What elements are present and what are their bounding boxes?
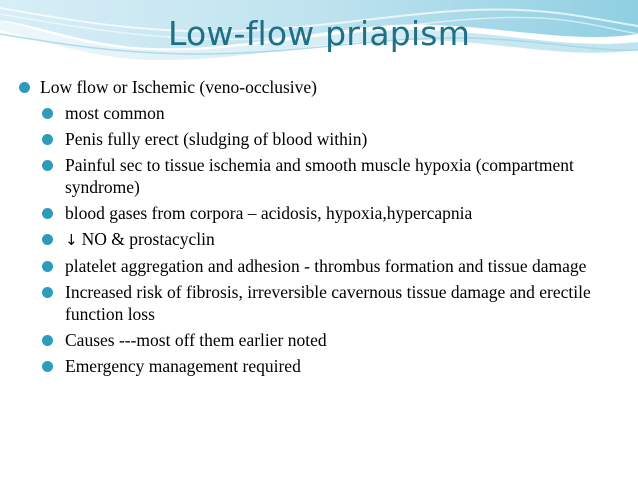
sub-bullet-text: Painful sec to tissue ischemia and smooth muscle hypoxia (compartment syndrome) (65, 155, 574, 197)
bullet-dot-icon (42, 281, 53, 303)
sub-bullet-text: Causes ---most off them earlier noted (65, 330, 327, 350)
sub-bullet-penis-erect (18, 128, 618, 150)
sub-bullet-text: Penis fully erect (sludging of blood within) (65, 129, 368, 149)
sub-bullet-platelet (18, 255, 618, 277)
sub-bullet-most-common (18, 102, 618, 124)
bullet-dot-icon (42, 329, 53, 351)
sub-bullet-causes (18, 329, 618, 351)
bullet-list (18, 76, 618, 381)
bullet-dot-icon (19, 76, 30, 98)
bullet-dot-icon (42, 355, 53, 377)
sub-bullet-fibrosis (18, 281, 618, 325)
sub-bullet-text: Increased risk of fibrosis, irreversible cavernous tissue damage and erectile function loss (65, 282, 591, 324)
bullet-dot-icon (42, 255, 53, 277)
sub-bullet-text: blood gases from corpora – acidosis, hypoxia,hypercapnia (65, 203, 473, 223)
bullet-main-text: Low flow or Ischemic (veno-occlusive) (40, 77, 317, 97)
bullet-dot-icon (42, 128, 53, 150)
sub-bullet-text: most common (65, 103, 165, 123)
sub-bullet-text: NO & prostacyclin (81, 229, 215, 249)
sub-bullet-no-prostacyclin (18, 228, 618, 251)
bullet-dot-icon (42, 202, 53, 224)
sub-bullet-text: Emergency management required (65, 356, 301, 376)
sub-bullet-emergency (18, 355, 618, 377)
slide-title: Low-flow priapism (167, 14, 471, 53)
bullet-main (18, 76, 618, 98)
sub-bullet-blood-gases (18, 202, 618, 224)
bullet-dot-icon (42, 228, 53, 250)
bullet-dot-icon (42, 154, 53, 176)
sub-bullet-text: platelet aggregation and adhesion - thrombus formation and tissue damage (65, 256, 587, 276)
bullet-dot-icon (42, 102, 53, 124)
down-arrow-icon: ↓ (65, 231, 78, 249)
sub-bullet-painful (18, 154, 618, 198)
